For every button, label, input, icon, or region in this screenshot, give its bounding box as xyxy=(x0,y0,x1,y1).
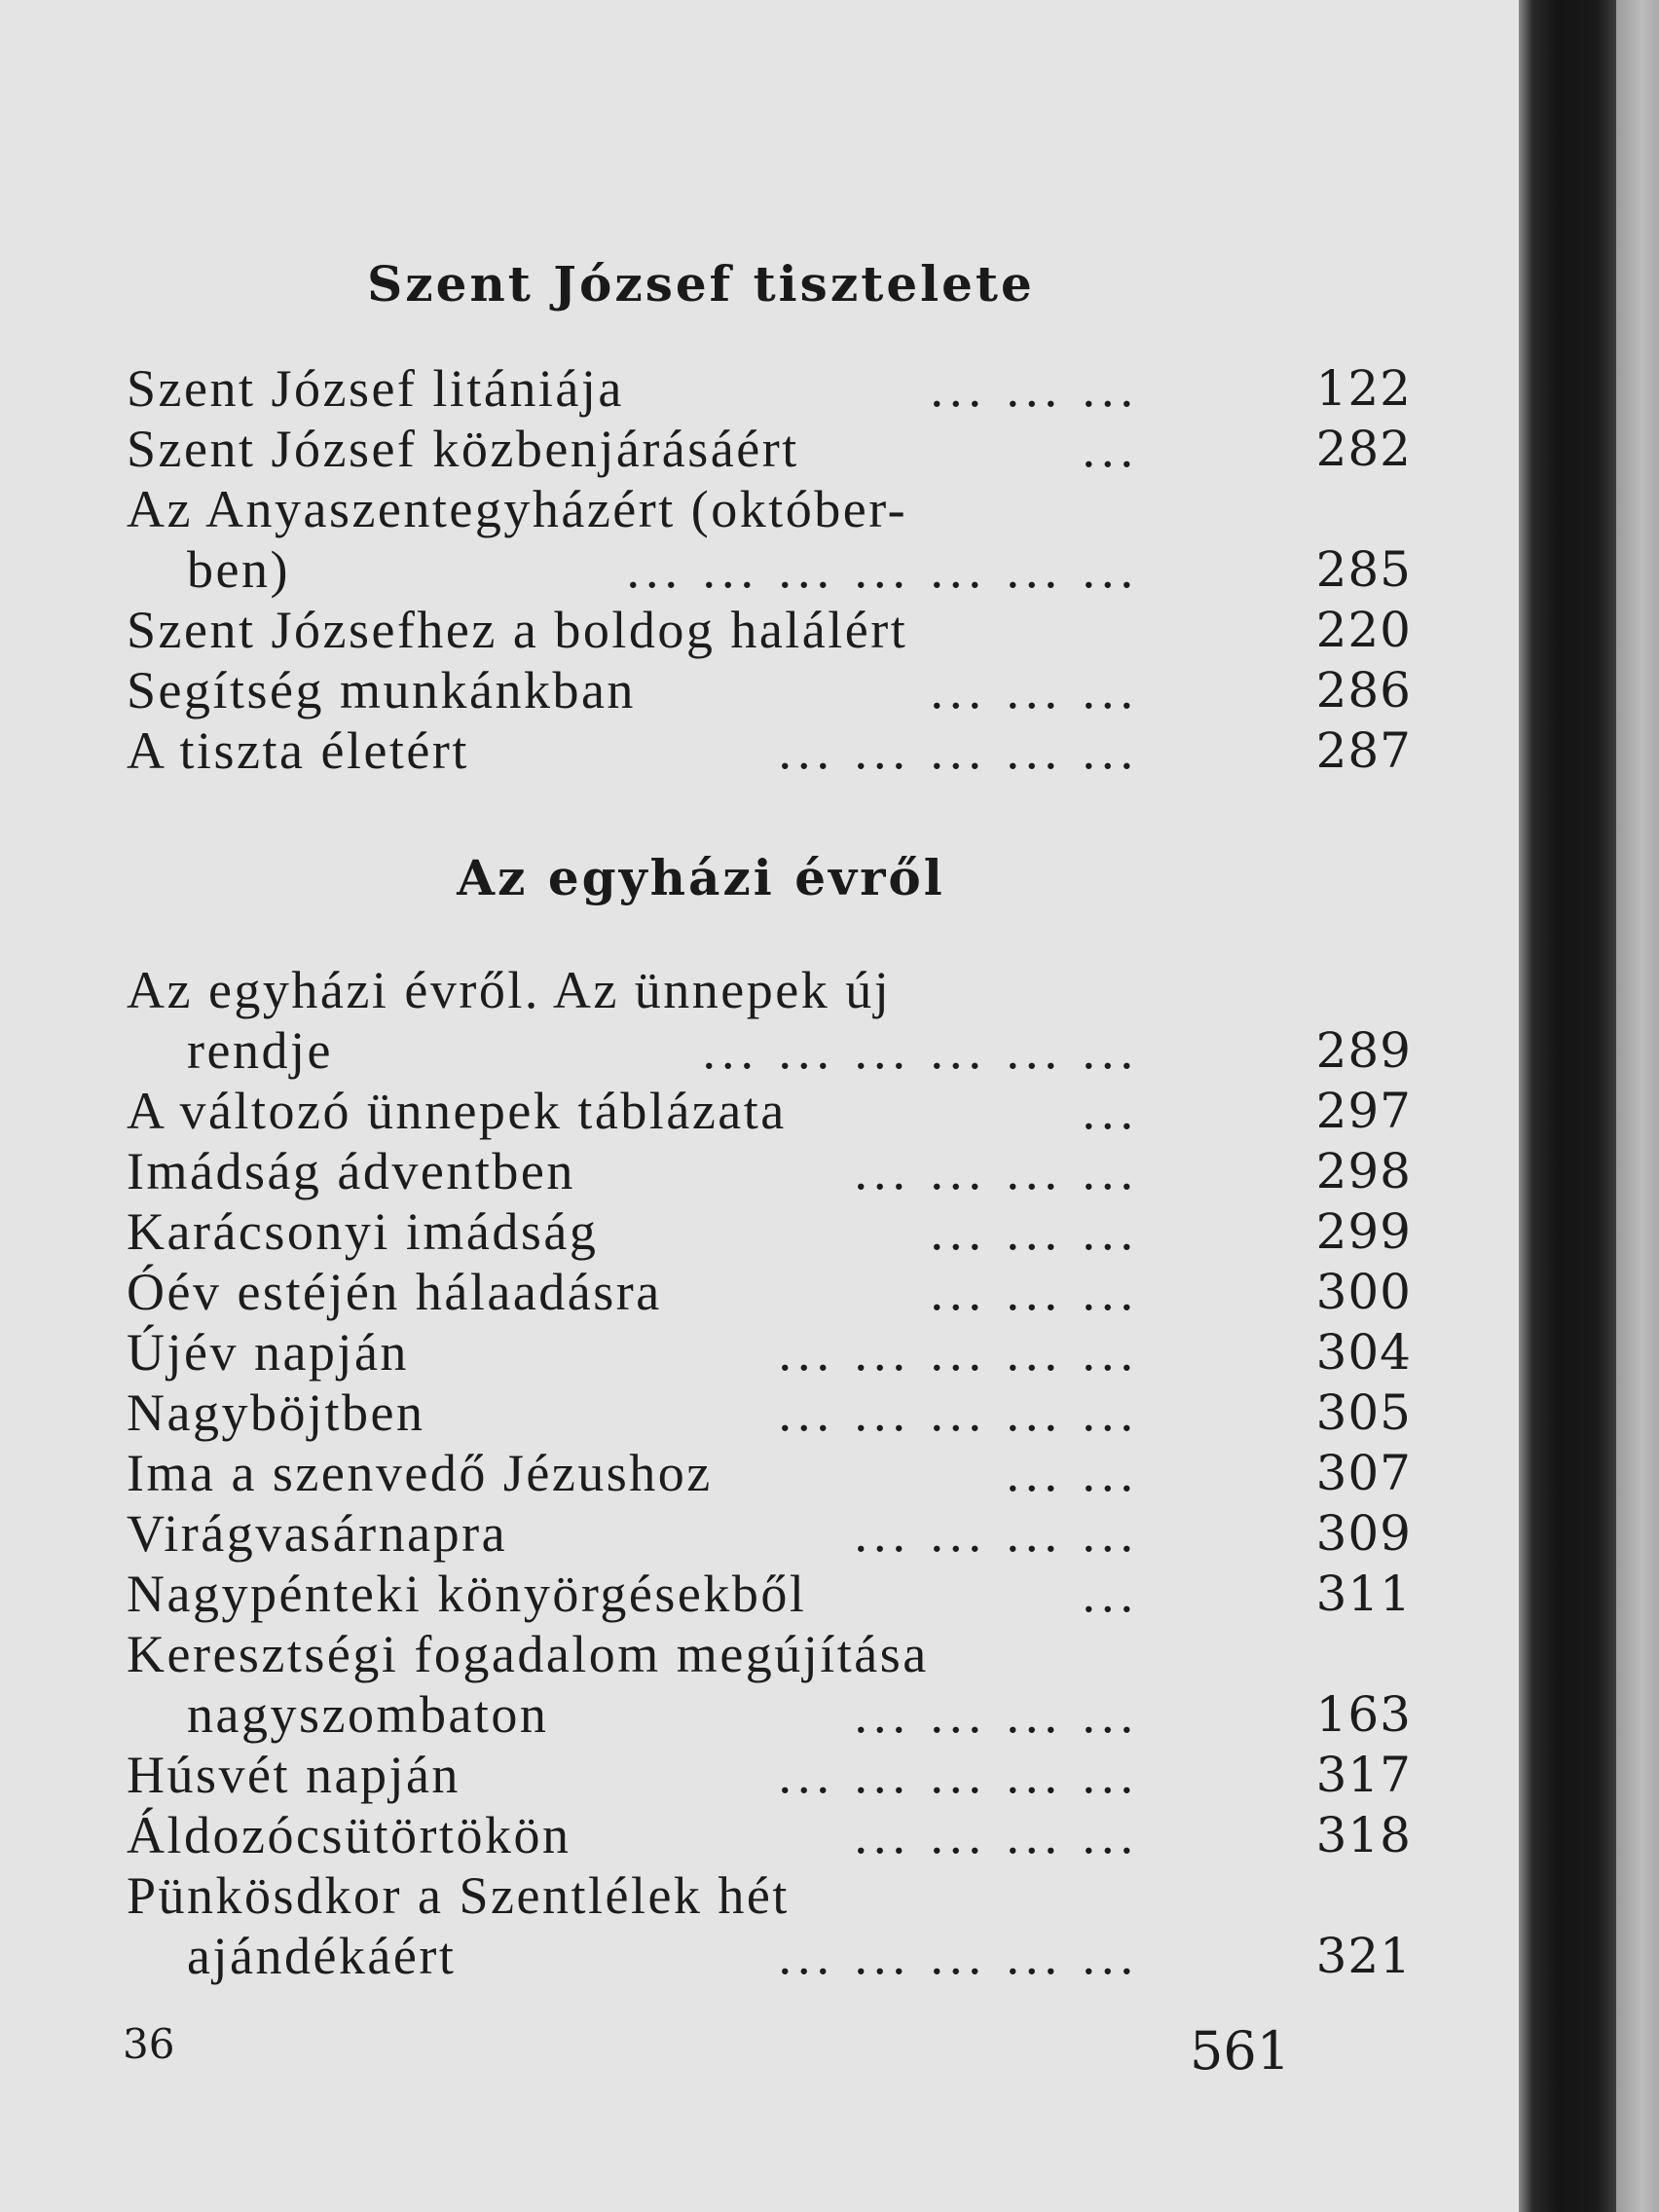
toc-entry xyxy=(127,960,1295,1020)
toc-entry xyxy=(127,1201,1412,1262)
toc-entry-leader: ... ... ... ... ... ... xyxy=(702,1021,1139,1080)
toc-entry-page: 304 xyxy=(1315,1324,1412,1381)
toc-entry xyxy=(127,1624,1295,1684)
toc-entry-text: Szent József litániája xyxy=(127,359,624,418)
toc-entry-text: Áldozócsütörtökön xyxy=(127,1806,571,1864)
toc-entry-page: 305 xyxy=(1315,1384,1412,1441)
toc-entry-page: 286 xyxy=(1315,662,1412,719)
toc-entry-text: ben) xyxy=(187,540,290,599)
toc-entry-text: Szent József közbenjárásáért xyxy=(127,420,799,478)
toc-entry-page: 309 xyxy=(1315,1505,1412,1562)
toc-entry-page: 299 xyxy=(1315,1203,1412,1260)
toc-entry xyxy=(127,1262,1412,1322)
toc-entry xyxy=(127,720,1412,781)
toc-entry-leader: ... ... ... ... xyxy=(854,1142,1139,1200)
toc-entry-leader: ... ... ... xyxy=(930,1202,1139,1261)
toc-entry-page: 317 xyxy=(1315,1747,1412,1803)
toc-entry-text: Az Anyaszentegyházért (október- xyxy=(127,480,908,538)
toc-entry-page: 122 xyxy=(1315,360,1412,417)
toc-entry-text: Segítség munkánkban xyxy=(127,661,636,719)
toc-entry xyxy=(127,600,1412,660)
toc-entry-text: Karácsonyi imádság xyxy=(127,1202,599,1261)
toc-entry-page: 318 xyxy=(1315,1807,1412,1863)
toc-entry-text: Az egyházi évről. Az ünnepek új xyxy=(127,961,892,1019)
toc-entry-text: nagyszombaton xyxy=(187,1685,549,1744)
toc-entry xyxy=(127,1322,1412,1382)
toc-entry-leader: ... ... xyxy=(1006,1444,1139,1502)
toc-entry-text: Ima a szenvedő Jézushoz xyxy=(127,1444,713,1502)
toc-entry-text: Keresztségi fogadalom megújítása xyxy=(127,1625,929,1683)
toc-entry-page: 297 xyxy=(1315,1083,1412,1139)
toc-entry-leader: ... ... ... ... xyxy=(854,1504,1139,1563)
toc-entry xyxy=(127,1141,1412,1201)
toc-entry xyxy=(127,1443,1412,1503)
toc-entry-page: 289 xyxy=(1315,1022,1412,1079)
toc-entry-page: 298 xyxy=(1315,1143,1412,1199)
toc-entry xyxy=(127,1020,1412,1081)
toc-entry-leader: ... xyxy=(1082,1565,1139,1623)
toc-entry xyxy=(127,1081,1412,1141)
toc-entry xyxy=(127,1503,1412,1564)
page-edges xyxy=(1616,0,1659,2212)
toc-entry-leader: ... ... ... xyxy=(930,661,1139,719)
toc-entry-page: 321 xyxy=(1315,1928,1412,1984)
toc-entry-leader: ... ... ... ... xyxy=(854,1806,1139,1864)
toc-entry-page: 300 xyxy=(1315,1264,1412,1320)
toc-entry-text: Virágvasárnapra xyxy=(127,1504,508,1563)
toc-entry xyxy=(127,1564,1412,1624)
toc-entry-leader: ... ... ... ... ... xyxy=(778,1323,1139,1382)
toc-entry-leader: ... xyxy=(1082,1082,1139,1140)
toc-entry xyxy=(127,479,1295,539)
toc-entry-leader: ... ... ... xyxy=(930,1263,1139,1321)
toc-entry-page: 287 xyxy=(1315,722,1412,779)
toc-entry-leader: ... xyxy=(1082,420,1139,478)
footer-left-number: 36 xyxy=(123,2020,175,2068)
toc-entry-text: Nagypénteki könyörgésekből xyxy=(127,1565,807,1623)
toc-entry xyxy=(127,539,1412,600)
toc-entry-text: A változó ünnepek táblázata xyxy=(127,1082,787,1140)
toc-entry-leader: ... ... ... ... ... xyxy=(778,1383,1139,1442)
section-heading-egyhazi-ev: Az egyházi évről xyxy=(457,849,945,906)
toc-entry xyxy=(127,1865,1295,1926)
toc-entry-leader: ... ... ... ... xyxy=(854,1685,1139,1744)
toc-entry-text: rendje xyxy=(187,1021,333,1080)
toc-entry-text: ajándékáért xyxy=(187,1927,457,1985)
toc-entry-text: Szent Józsefhez a boldog halálért xyxy=(127,601,908,659)
toc-entry-page: 163 xyxy=(1315,1686,1412,1743)
section-heading-szent-jozsef: Szent József tisztelete xyxy=(367,255,1035,313)
toc-entry-page: 311 xyxy=(1315,1566,1412,1622)
toc-entry xyxy=(127,358,1412,419)
toc-entry-page: 220 xyxy=(1315,602,1412,658)
footer-right-number: 561 xyxy=(1190,2020,1291,2082)
toc-entry-text: Nagyböjtben xyxy=(127,1383,425,1442)
toc-entry-leader: ... ... ... ... ... xyxy=(778,1927,1139,1985)
toc-entry-page: 282 xyxy=(1315,421,1412,477)
toc-entry-leader: ... ... ... ... ... xyxy=(778,721,1139,780)
toc-entry-leader: ... ... ... ... ... ... ... xyxy=(626,540,1139,599)
toc-entry-text: Imádság ádventben xyxy=(127,1142,575,1200)
toc-entry-text: Újév napján xyxy=(127,1323,409,1382)
toc-entry xyxy=(127,1745,1412,1805)
toc-entry xyxy=(127,419,1412,479)
toc-entry-text: Óév estéjén hálaadásra xyxy=(127,1263,662,1321)
toc-entry xyxy=(127,1926,1412,1986)
toc-entry-leader: ... ... ... ... ... xyxy=(778,1746,1139,1804)
toc-entry xyxy=(127,660,1412,720)
toc-entry-leader: ... ... ... xyxy=(930,359,1139,418)
toc-entry-page: 307 xyxy=(1315,1445,1412,1501)
toc-entry-text: Húsvét napján xyxy=(127,1746,461,1804)
book-binding xyxy=(1519,0,1616,2212)
toc-entry xyxy=(127,1684,1412,1745)
toc-entry-text: Pünkösdkor a Szentlélek hét xyxy=(127,1866,790,1925)
toc-entry-page: 285 xyxy=(1315,541,1412,598)
toc-entry xyxy=(127,1382,1412,1443)
toc-entry-text: A tiszta életért xyxy=(127,721,469,780)
toc-entry xyxy=(127,1805,1412,1865)
